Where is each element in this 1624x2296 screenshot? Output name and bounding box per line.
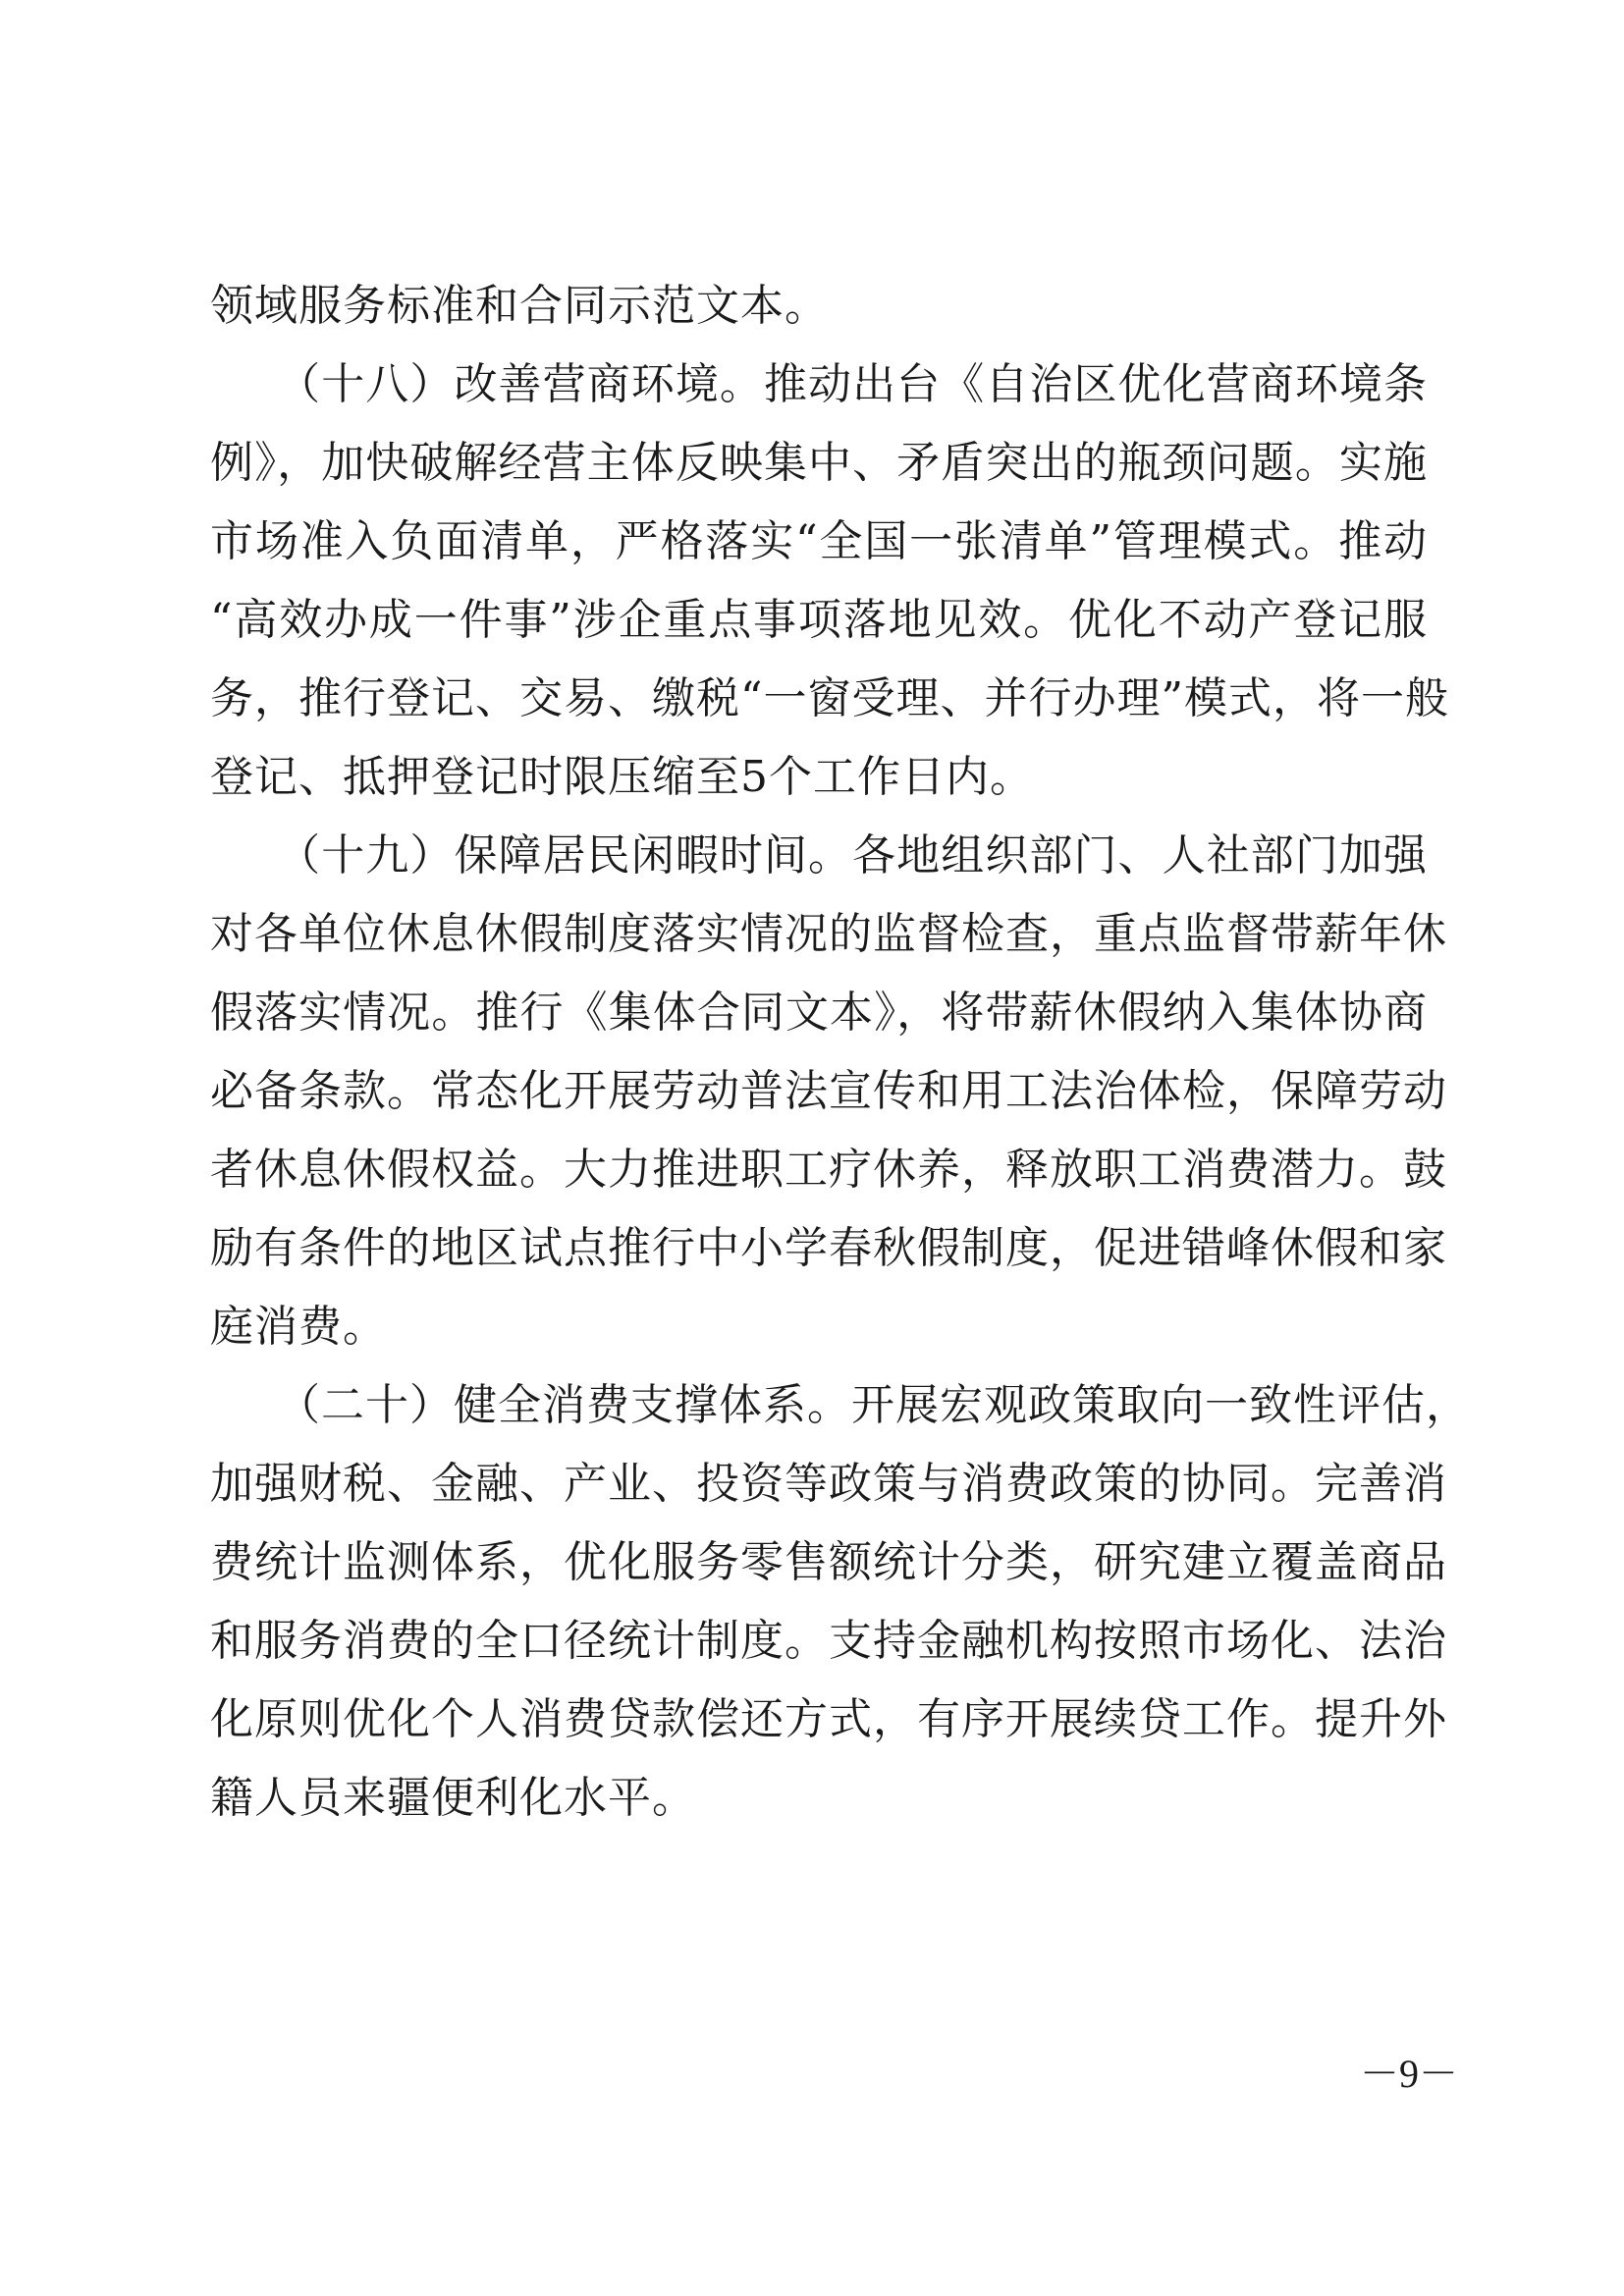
text-line: 假落实情况。推行《集体合同文本》，将带薪休假纳入集体协商 bbox=[210, 988, 1428, 1038]
body-text bbox=[210, 267, 1470, 1838]
text-line: 费统计监测体系，优化服务零售额统计分类，研究建立覆盖商品 bbox=[210, 1537, 1447, 1587]
text-line: 者休息休假权益。大力推进职工疗休养，释放职工消费潜力。鼓 bbox=[210, 1145, 1447, 1195]
text-line: 加强财税、金融、产业、投资等政策与消费政策的协同。完善消 bbox=[210, 1459, 1447, 1509]
text-line: 庭消费。 bbox=[210, 1302, 387, 1352]
text-line-section-19-heading: （十九）保障居民闲暇时间。各地组织部门、人社部门加强 bbox=[210, 830, 1428, 881]
text-line: 必备条款。常态化开展劳动普法宣传和用工法治体检，保障劳动 bbox=[210, 1066, 1447, 1116]
text-line: 例》，加快破解经营主体反映集中、矛盾突出的瓶颈问题。实施 bbox=[210, 438, 1428, 488]
text-line-section-18-heading: （十八）改善营商环境。推动出台《自治区优化营商环境条 bbox=[210, 359, 1428, 409]
text-line-section-20-heading: （二十）健全消费支撑体系。开展宏观政策取向一致性评估， bbox=[210, 1380, 1470, 1430]
text-line: 市场准入负面清单，严格落实“全国一张清单”管理模式。推动 bbox=[210, 516, 1428, 566]
text-line: 务，推行登记、交易、缴税“一窗受理、并行办理”模式，将一般 bbox=[210, 673, 1449, 723]
text-line: 对各单位休息休假制度落实情况的监督检查，重点监督带薪年休 bbox=[210, 909, 1447, 959]
text-line: 化原则优化个人消费贷款偿还方式，有序开展续贷工作。提升外 bbox=[210, 1694, 1447, 1744]
text-line-paragraph-17-end: 领域服务标准和合同示范文本。 bbox=[210, 281, 829, 331]
text-line: 和服务消费的全口径统计制度。支持金融机构按照市场化、法治 bbox=[210, 1616, 1447, 1666]
text-line: “高效办成一件事”涉企重点事项落地见效。优化不动产登记服 bbox=[210, 595, 1428, 645]
text-line: 籍人员来疆便利化水平。 bbox=[210, 1773, 696, 1823]
text-line: 励有条件的地区试点推行中小学春秋假制度，促进错峰休假和家 bbox=[210, 1223, 1447, 1273]
text-line: 登记、抵押登记时限压缩至5个工作日内。 bbox=[210, 752, 1034, 802]
page-number: －9－ bbox=[1360, 2052, 1458, 2096]
